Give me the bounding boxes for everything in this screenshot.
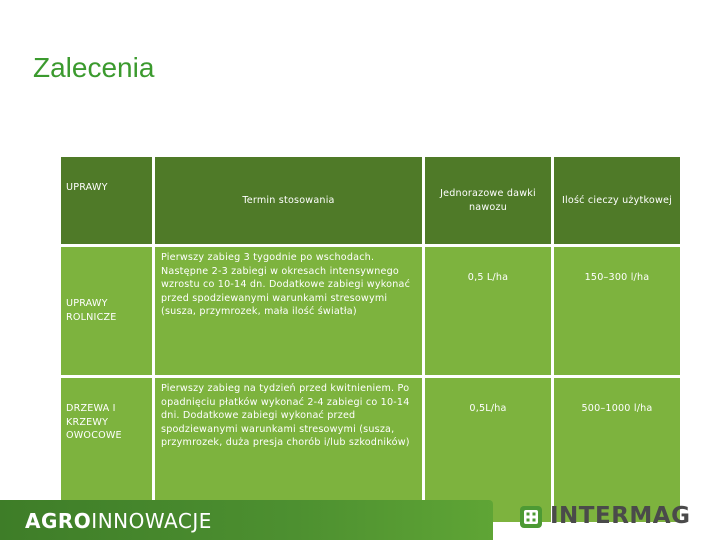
brand-regular: INNOWACJE xyxy=(91,509,212,533)
table-row xyxy=(61,247,680,375)
header-dose: Jednorazowe dawki nawozu xyxy=(425,157,551,244)
row-dose: 0,5 L/ha xyxy=(425,247,551,375)
brand-bold: AGRO xyxy=(25,509,92,533)
recommendations-table xyxy=(58,154,683,525)
header-liquid: Ilość cieczy użytkowej xyxy=(554,157,680,244)
intermag-logo-icon xyxy=(519,505,543,529)
intermag-logo-text: INTERMAG xyxy=(550,503,691,529)
row-liquid: 150–300 l/ha xyxy=(554,247,680,375)
agroinnowacje-logo xyxy=(25,509,212,533)
row-liquid: 500–1000 l/ha xyxy=(554,378,680,522)
row-crop: UPRAWY ROLNICZE xyxy=(61,247,152,375)
header-term: Termin stosowania xyxy=(155,157,422,244)
row-dose: 0,5L/ha xyxy=(425,378,551,522)
row-term: Pierwszy zabieg na tydzień przed kwitnieniem. Po opadnięciu płatków wykonać 2-4 zabiegi co 10-14 dni. Dodatkowe zabiegi wykonać przed spodziewanymi warunkami stresowymi (susza, przymrozek, duża presja chorób i/lub szkodników) xyxy=(155,378,422,522)
row-crop: DRZEWA I KRZEWY OWOCOWE xyxy=(61,378,152,522)
header-crop: UPRAWY xyxy=(61,157,152,244)
table-header-row xyxy=(61,157,680,244)
row-term: Pierwszy zabieg 3 tygodnie po wschodach. Następne 2-3 zabiegi w okresach intensywnego wzrostu co 10-14 dn. Dodatkowe zabiegi wykonać przed spodziewanymi warunkami stresowymi (susza, przymrozek, mała ilość światła) xyxy=(155,247,422,375)
slide-title: Zalecenia xyxy=(33,52,155,83)
